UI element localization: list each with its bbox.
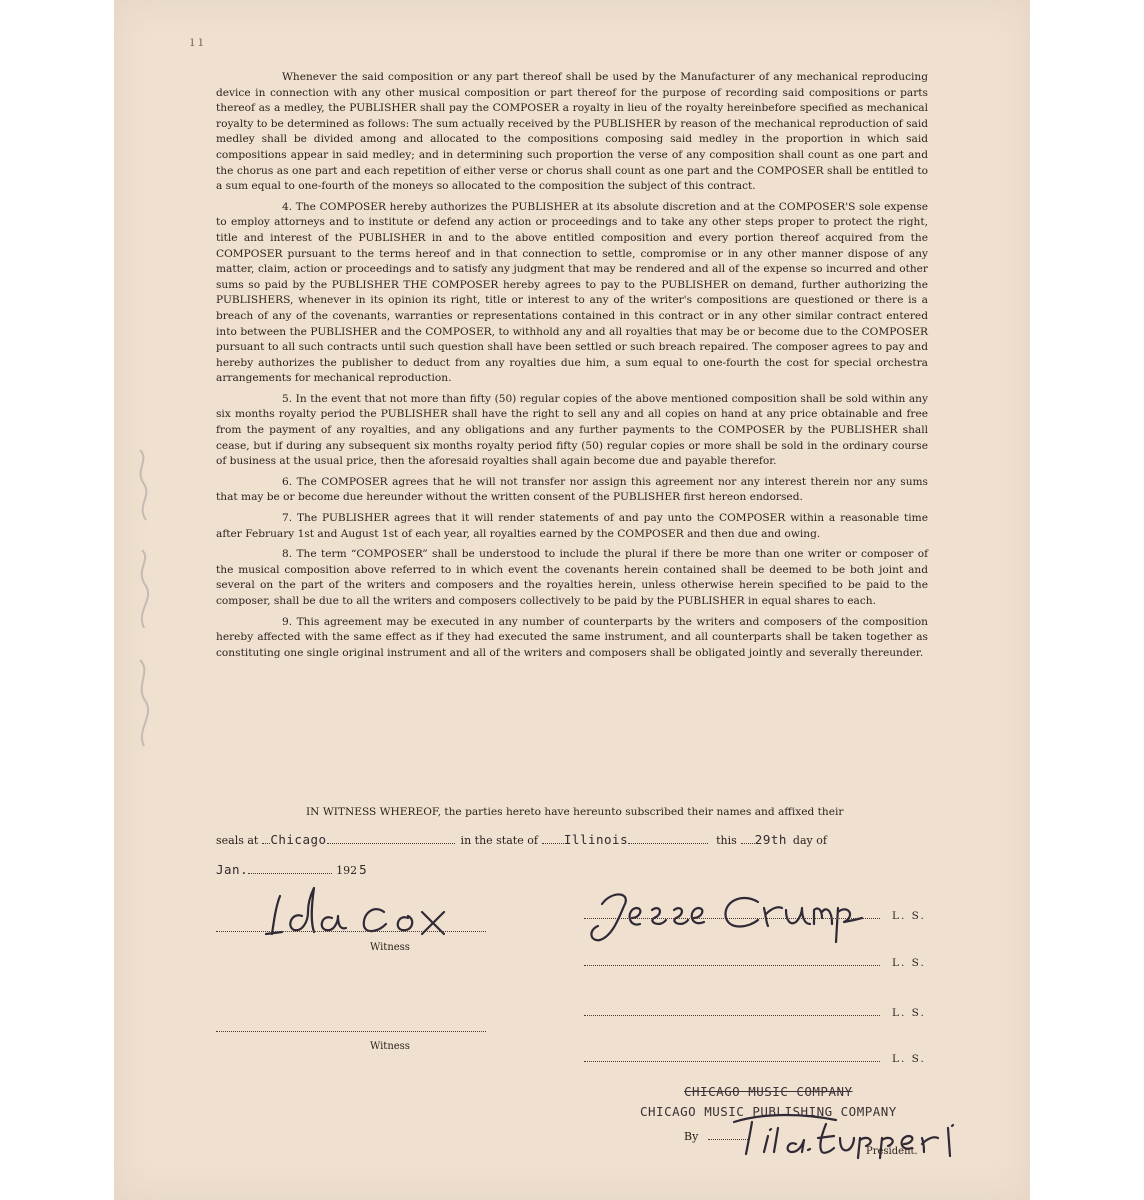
paragraph-9: 9. This agreement may be executed in any number of counterparts by the writers and composers of the composition hereby affected with the same effect as if they had executed the same instrument, and all counterparts shall be taken together as constituting one single original instrument and all of the writers and composers shall be obligated jointly and severally thereunder. xyxy=(216,615,928,659)
fill-line xyxy=(741,842,755,844)
ls-label-2: L. S. xyxy=(892,957,926,969)
paragraph-7: 7. The PUBLISHER agrees that it will render statements of and pay unto the COMPOSER within a reasonable time after February 1st and August 1st of each year, all royalties earned by the COMPOSER and then due and owing. xyxy=(216,512,928,540)
sign-line-3 xyxy=(584,1007,926,1019)
sign-line-4 xyxy=(584,1053,926,1065)
paragraph-5: 5. In the event that not more than fifty (50) regular copies of the above mentioned composition shall be sold within any six months royalty period the PUBLISHER shall have the right to sell any and all copies on hand at any price obtainable and free from the payment of any royalties, and any obligations and any further payments to the COMPOSER by the PUBLISHER shall cease, but if during any subsequent six months royalty period fifty (50) regular copies or more shall be sold in the ordinary course of business at the usual price, then the aforesaid royalties shall again become due and payable therefor. xyxy=(216,392,928,468)
ls-label-4: L. S. xyxy=(892,1053,926,1065)
seals-at-label: seals at xyxy=(216,834,259,847)
this-label: this xyxy=(716,834,737,847)
ls-label-3: L. S. xyxy=(892,1007,926,1019)
witness-label-1: Witness xyxy=(370,942,410,953)
paragraph-6: 6. The COMPOSER agrees that he will not transfer nor assign this agreement nor any interest therein nor any sums that may be or become due hereunder without the written consent of the PUBLISHER first hereon endorsed. xyxy=(216,475,928,504)
witness-label-2: Witness xyxy=(370,1041,410,1052)
company-name-struck: CHICAGO MUSIC COMPANY xyxy=(684,1084,853,1099)
fill-line xyxy=(216,930,486,932)
fill-line xyxy=(542,842,564,844)
fill-line xyxy=(584,1014,880,1016)
paragraph-8: 8. The term “COMPOSER” shall be understood to include the plural if there be more than one writer or composer of the musical composition above referred to in which event the covenants herein contained shall be deemed to be both joint and several on the part of the writers and composers and the royalties herein, unless otherwise herein specified to be paid to the composer, shall be due to all the writers and composers collectively to be paid by the PUBLISHER in equal shares to each. xyxy=(216,548,928,607)
day-value: 29th xyxy=(754,832,787,847)
fill-line xyxy=(584,1060,880,1062)
city-value: Chicago xyxy=(270,832,327,847)
composer-sign-line xyxy=(584,910,926,922)
execution-date-line xyxy=(216,862,367,877)
fill-line xyxy=(628,842,708,844)
year-prefix: 192 xyxy=(336,864,358,877)
state-label: in the state of xyxy=(460,834,538,847)
month-value: Jan. xyxy=(216,862,249,877)
execution-place-line xyxy=(216,832,827,847)
punch-marks: ıı xyxy=(190,34,207,50)
fill-line xyxy=(584,917,880,919)
by-label: By xyxy=(684,1130,699,1143)
witness-line-2 xyxy=(216,1030,486,1032)
fill-line xyxy=(327,842,455,844)
ls-label-1: L. S. xyxy=(892,910,926,922)
fill-line xyxy=(584,964,880,966)
year-suffix: 5 xyxy=(359,862,368,877)
day-of-label: day of xyxy=(792,834,827,847)
state-value: Illinois xyxy=(563,832,629,847)
paragraph-4: 4. The COMPOSER hereby authorizes the PUBLISHER at its absolute discretion and at the COMPOSER'S sole expense to employ attorneys and to institute or defend any action or proceedings and to take any other steps proper to protect the right, title and interest of the PUBLISHER in and to the above entitled composition and every portion thereof acquired from the COMPOSER pursuant to the terms hereof and in that connection to settle, compromise or in any other manner dispose of any matter, claim, action or proceedings and to satisfy any judgment that may be rendered and all of the expense so incurred and other sums so paid by the PUBLISHER THE COMPOSER hereby agrees to pay to the PUBLISHER on demand, further authorizing the PUBLISHERS, whenever in its opinion its right, title or interest to any of the writer's compositions are questioned or there is a breach of any of the covenants, warranties or representations contained in this contract or in any other similar contract entered into between the PUBLISHER and the COMPOSER, to withhold any and all royalties that may be or become due to the COMPOSER pursuant to all such contracts until such question shall have been settled or such breach repaired. The composer agrees to pay and hereby authorizes the publisher to deduct from any royalties due him, a sum equal to one-fourth the cost for special orchestra arrangements for mechanical reproduction. xyxy=(216,200,928,385)
witness-clause: IN WITNESS WHEREOF, the parties hereto have hereunto subscribed their names and affixed their xyxy=(306,806,844,818)
witness-signature xyxy=(262,882,462,946)
sign-line-2 xyxy=(584,957,926,969)
contract-body xyxy=(216,70,928,666)
witness-line-1 xyxy=(216,930,486,932)
paragraph-medley: Whenever the said composition or any part thereof shall be used by the Manufacturer of any mechanical reproducing device in connection with any other musical composition or part thereof for the purpose of recording said compositions or parts thereof as a medley, the PUBLISHER shall pay the COMPOSER a royalty in lieu of the royalty hereinbefore specified as mechanical royalty to be determined as follows: The sum actually received by the PUBLISHER by reason of the mechanical reproduction of said medley shall be divided among and allocated to the compositions composing said medley in the proportion in which said compositions appear in said medley; and in determining such proportion the verse of any composition shall count as one part and the chorus as one part and each repetition of either verse or chorus shall count as one part and the COMPOSER shall be entitled to a sum equal to one-fourth of the moneys so allocated to the composition the subject of this contract. xyxy=(216,71,928,193)
company-name: CHICAGO MUSIC PUBLISHING COMPANY xyxy=(640,1104,897,1119)
fill-line xyxy=(262,842,270,844)
president-title: President. xyxy=(866,1146,918,1157)
fill-line xyxy=(216,1030,486,1032)
fill-line xyxy=(248,872,332,874)
pencil-margin-note xyxy=(126,440,166,760)
